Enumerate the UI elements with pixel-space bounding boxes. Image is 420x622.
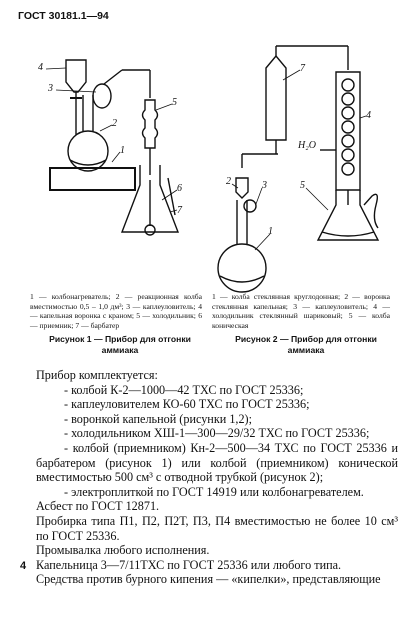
- figure-1-legend: 1 — колбонагреватель; 2 — реакционная колба вместимостью 0,5 – 1,0 дм³; 3 — каплеуловитель; 4 — капельная воронка с краном; 5 — холодильник; 6 — приемник; 7 — барбатер: [30, 292, 202, 330]
- body-intro: Прибор комплектуется:: [36, 368, 158, 382]
- fig1-label-1: 1: [120, 145, 125, 156]
- fig1-label-5: 5: [172, 97, 177, 108]
- body-text: [36, 368, 398, 587]
- fig1-label-2: 2: [112, 118, 117, 129]
- body-item-5: - колбой (приемником) Кн-2—500—34 ТХС по ГОСТ 25336 и барбатером (рисунок 1) или колбой (приемником) конической вместимостью 500 см³ с отводной трубкой (рисунок 2);: [36, 440, 398, 485]
- figure-1-caption: [40, 334, 200, 355]
- figure-2-caption: [226, 334, 386, 355]
- body-boiling: Средства против бурного кипения — «кипелки», представляющие: [36, 572, 381, 587]
- figure-1-caption-line2: аммиака: [101, 344, 139, 355]
- fig2-label-3: 3: [262, 180, 267, 191]
- figure-2-caption-line2: аммиака: [287, 344, 325, 355]
- fig2-label-5: 5: [300, 180, 305, 191]
- body-item-3: - воронкой капельной (рисунки 1,2);: [64, 411, 252, 426]
- body-item-6: - электроплиткой по ГОСТ 14919 или колбонагревателем.: [64, 484, 364, 499]
- body-item-4: - холодильником ХШ-1—300—29/32 ТХС по ГОСТ 25336;: [64, 426, 370, 441]
- fig2-label-4: 4: [366, 110, 371, 121]
- fig2-label-1: 1: [268, 226, 273, 237]
- body-item-2: - каплеуловителем КО-60 ТХС по ГОСТ 25336;: [64, 397, 310, 412]
- figure-2-caption-line1: Рисунок 2 — Прибор для отгонки: [235, 334, 377, 344]
- figure-2-legend: 1 — колба стеклянная круглодонная; 2 — воронка стеклянная капельная; 3 — каплеуловитель; 4 — холодильник стеклянный шариковый; 5 — колба коническая: [212, 292, 390, 330]
- fig2-gas-label: H₂O: [298, 140, 316, 151]
- body-asbestos: Асбест по ГОСТ 12871.: [36, 499, 160, 514]
- document-header: ГОСТ 30181.1—94: [18, 10, 109, 22]
- fig1-label-4: 4: [38, 62, 43, 73]
- body-item-1: - колбой К-2—1000—42 ТХС по ГОСТ 25336;: [64, 382, 304, 397]
- body-washer: Промывалка любого исполнения.: [36, 543, 210, 558]
- page-number: 4: [20, 560, 27, 572]
- fig1-label-7: 7: [177, 205, 182, 216]
- fig1-label-6: 6: [177, 183, 182, 194]
- fig2-label-2: 2: [226, 176, 231, 187]
- fig2-label-7: 7: [300, 63, 305, 74]
- body-tubes: Пробирка типа П1, П2, П2Т, П3, П4 вместимостью не более 10 см³ по ГОСТ 25336.: [36, 513, 398, 543]
- body-dropper: Капельница 3—7/11ТХС по ГОСТ 25336 или любого типа.: [36, 557, 342, 572]
- figure-1-caption-line1: Рисунок 1 — Прибор для отгонки: [49, 334, 191, 344]
- fig1-label-3: 3: [48, 83, 53, 94]
